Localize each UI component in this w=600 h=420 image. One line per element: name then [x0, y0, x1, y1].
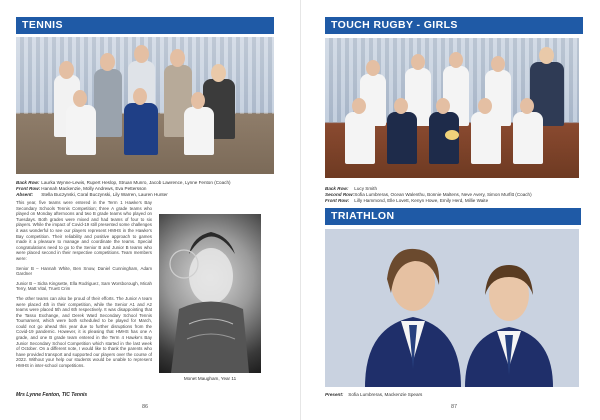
- triathlon-photo: [325, 229, 579, 387]
- paragraph: Senior B – Hannah White, Ben Snow, Daniel Cunningham, Adam Gardner: [16, 265, 152, 277]
- student-artwork: [159, 214, 261, 373]
- page-number-left: 86: [142, 404, 149, 410]
- triathlon-captions: Present: Sofia Lumbreras, Mackenzie Spears: [325, 392, 423, 397]
- page-number-right: 87: [451, 404, 458, 410]
- paragraph: This year, five teams were entered in the Term 1 Hawke's Bay Secondary Schools Tennis Competition; three A grade teams who played on Monday afternoons and two B grade teams who played on Tuesdays. Both grades were mixed and had teams of four to six players. While the impact of Covid-19 still presented some challenges it was wonderful to see our players represent HMHS in the Hawke's Bay competition. Their reliability and positive approach to games made it a pleasure to manage and coordinate the teams. Special congratulations need to go to the Senior B and Junior B teams who were placed second in their respective competitions. Team members were:: [16, 200, 152, 261]
- triathlon-header: TRIATHLON: [325, 208, 581, 225]
- tennis-article: [16, 200, 152, 373]
- artwork-illustration: [159, 214, 261, 373]
- touch-rugby-header: TOUCH RUGBY - GIRLS: [325, 17, 583, 34]
- touch-rugby-team-photo: [325, 38, 579, 178]
- tennis-header: TENNIS: [16, 17, 274, 34]
- tennis-captions: Back Row: Laurka Wynne-Lewis, Rupert Heslop, Struan Munro, Jacob Lawrence, Lynne Fenton (Coach) Front Row: Hannah Mackenzie, Molly Andrews, Eva Pettersson Absent: Stella Buczynski, Coral Buczynski, Lily Warren, Lauren Hunter: [16, 180, 231, 197]
- triathlon-portrait: [325, 229, 579, 387]
- ball-icon: [445, 130, 459, 140]
- artwork-caption: Monet Maugham, Year 11: [183, 376, 237, 381]
- signature: Mrs Lynne Fenton, TIC Tennis: [16, 392, 88, 398]
- touch-rugby-captions: Back Row: Lucy Smith Second Row: Sofia Lumbreras, Ocean Walenthu, Bonnie Maltens, Neve Avery, Simon Murfitt (Coach) Front Row: Lilly Hammond, Elle Lovett, Kenyn Howe, Emily Herd, Millie Waite: [325, 186, 532, 203]
- paragraph: Junior B – Sidra Kingsette, Ella Rodriguez, Sam Worsborough, Micah Terry, Matt Vital, Truett Crim: [16, 280, 152, 292]
- tennis-team-photo: [16, 37, 274, 174]
- paragraph: The other teams can also be proud of their efforts. The Junior A team were placed 4th in their competition, while the Senior A1 and A2 teams were placed 5th and 6th respectively. It was disappointing that the Tasso Exchange, and Derek Ward Secondary School Tennis Tournament, which were both scheduled to be played for March, could not go ahead this year due to further disruptions from the Covid-19 pandemic. However, it is pleasing that HMHS has one A grade, and one B grade team entered in the Term 4 Hawke's Bay Junior Secondary School Competition which started in the last week of October. On a different note, I would like to thank the parents who have provided transport and supported our players over the course of 2022. Without your help our students would be unable to represent HMHS in inter-school competitions.: [16, 295, 152, 369]
